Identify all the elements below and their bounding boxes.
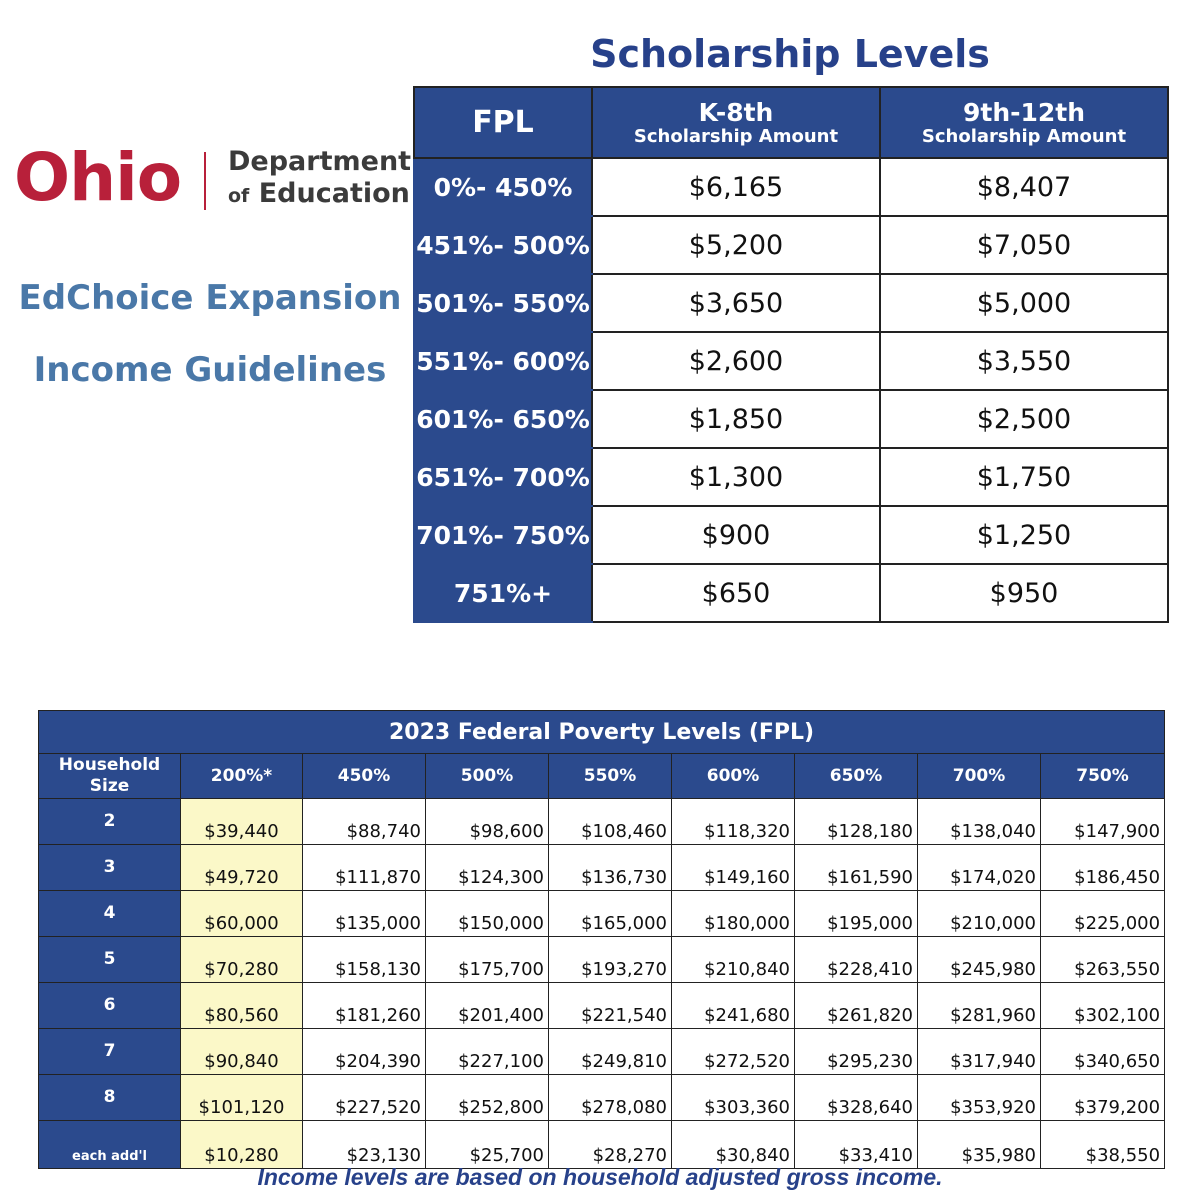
k8-amount: $650	[592, 564, 880, 622]
income-cell: $108,460	[549, 799, 672, 845]
hs-amount: $5,000	[880, 274, 1168, 332]
header-pct: 550%	[549, 754, 672, 799]
table-row	[414, 564, 1168, 622]
income-cell: $28,270	[549, 1121, 672, 1169]
income-cell: $128,180	[795, 799, 918, 845]
income-cell: $38,550	[1041, 1121, 1165, 1169]
income-cell: $328,640	[795, 1075, 918, 1121]
k8-amount: $1,850	[592, 390, 880, 448]
income-cell: $227,100	[426, 1029, 549, 1075]
fpl-table-title: 2023 Federal Poverty Levels (FPL)	[39, 711, 1165, 754]
header-size: Size	[89, 776, 130, 796]
logo-dept-of: of	[228, 185, 250, 207]
table-row	[39, 845, 1165, 891]
income-cell: $49,720	[181, 845, 303, 891]
table-row	[39, 799, 1165, 845]
k8-amount: $6,165	[592, 158, 880, 216]
income-cell: $245,980	[918, 937, 1041, 983]
heading-edchoice-expansion: EdChoice Expansion	[18, 278, 402, 318]
fpl-caption-row	[39, 711, 1165, 754]
income-cell: $60,000	[181, 891, 303, 937]
income-cell: $302,100	[1041, 983, 1165, 1029]
income-cell: $227,520	[303, 1075, 426, 1121]
header-fpl: FPL	[414, 87, 592, 158]
logo-dept-line1: Department	[228, 146, 412, 177]
table-row	[39, 891, 1165, 937]
income-cell: $204,390	[303, 1029, 426, 1075]
hs-amount: $1,750	[880, 448, 1168, 506]
household-size-cell: 8	[39, 1075, 181, 1121]
household-size-cell: each add'l	[39, 1121, 181, 1169]
income-cell: $210,000	[918, 891, 1041, 937]
income-cell: $35,980	[918, 1121, 1041, 1169]
scholarship-levels-table	[413, 86, 1169, 623]
income-cell: $80,560	[181, 983, 303, 1029]
income-cell: $23,130	[303, 1121, 426, 1169]
table-row	[414, 390, 1168, 448]
table-row	[414, 332, 1168, 390]
income-cell: $281,960	[918, 983, 1041, 1029]
header-k8	[592, 87, 880, 158]
income-cell: $25,700	[426, 1121, 549, 1169]
income-cell: $30,840	[672, 1121, 795, 1169]
federal-poverty-levels-table	[38, 710, 1165, 1169]
header-hs-sub: Scholarship Amount	[921, 125, 1127, 147]
table-row	[414, 216, 1168, 274]
logo-ohio-wordmark: Ohio	[14, 139, 182, 216]
income-cell: $118,320	[672, 799, 795, 845]
hs-amount: $1,250	[880, 506, 1168, 564]
fpl-range: 701%- 750%	[414, 506, 592, 564]
household-size-cell: 4	[39, 891, 181, 937]
income-cell: $138,040	[918, 799, 1041, 845]
logo-dept-education: Education	[258, 178, 410, 209]
income-cell: $70,280	[181, 937, 303, 983]
income-cell: $225,000	[1041, 891, 1165, 937]
table-row	[39, 1029, 1165, 1075]
income-cell: $272,520	[672, 1029, 795, 1075]
income-cell: $210,840	[672, 937, 795, 983]
income-cell: $98,600	[426, 799, 549, 845]
header-pct: 500%	[426, 754, 549, 799]
income-cell: $221,540	[549, 983, 672, 1029]
income-cell: $263,550	[1041, 937, 1165, 983]
header-pct: 200%*	[181, 754, 303, 799]
income-cell: $33,410	[795, 1121, 918, 1169]
income-cell: $90,840	[181, 1029, 303, 1075]
k8-amount: $5,200	[592, 216, 880, 274]
table-row	[414, 158, 1168, 216]
header-pct: 750%	[1041, 754, 1165, 799]
income-cell: $88,740	[303, 799, 426, 845]
fpl-range: 751%+	[414, 564, 592, 622]
header-hs	[880, 87, 1168, 158]
header-household-size	[39, 754, 181, 799]
ohio-department-of-education-logo	[14, 139, 412, 216]
income-cell: $317,940	[918, 1029, 1041, 1075]
income-cell: $136,730	[549, 845, 672, 891]
hs-amount: $7,050	[880, 216, 1168, 274]
household-size-cell: 2	[39, 799, 181, 845]
income-cell: $201,400	[426, 983, 549, 1029]
income-cell: $158,130	[303, 937, 426, 983]
household-size-cell: 6	[39, 983, 181, 1029]
income-cell: $181,260	[303, 983, 426, 1029]
income-cell: $174,020	[918, 845, 1041, 891]
header-hs-label: 9th-12th	[962, 97, 1086, 127]
fpl-range: 0%- 450%	[414, 158, 592, 216]
income-cell: $10,280	[181, 1121, 303, 1169]
header-pct: 600%	[672, 754, 795, 799]
table-row	[39, 1121, 1165, 1169]
income-cell: $278,080	[549, 1075, 672, 1121]
income-footnote: Income levels are based on household adjusted gross income.	[257, 1164, 943, 1190]
logo-divider	[204, 152, 206, 210]
scholarship-header-row	[414, 87, 1168, 158]
header-pct: 450%	[303, 754, 426, 799]
logo-department-text	[228, 146, 411, 212]
header-pct: 700%	[918, 754, 1041, 799]
household-size-cell: 3	[39, 845, 181, 891]
income-cell: $228,410	[795, 937, 918, 983]
income-cell: $261,820	[795, 983, 918, 1029]
income-cell: $295,230	[795, 1029, 918, 1075]
table-row	[414, 448, 1168, 506]
income-cell: $165,000	[549, 891, 672, 937]
income-cell: $353,920	[918, 1075, 1041, 1121]
k8-amount: $900	[592, 506, 880, 564]
k8-amount: $1,300	[592, 448, 880, 506]
income-cell: $111,870	[303, 845, 426, 891]
income-cell: $135,000	[303, 891, 426, 937]
income-cell: $186,450	[1041, 845, 1165, 891]
income-cell: $101,120	[181, 1075, 303, 1121]
fpl-range: 601%- 650%	[414, 390, 592, 448]
table-row	[39, 983, 1165, 1029]
logo-dept-line2	[228, 178, 411, 212]
hs-amount: $8,407	[880, 158, 1168, 216]
income-cell: $161,590	[795, 845, 918, 891]
hs-amount: $3,550	[880, 332, 1168, 390]
income-cell: $180,000	[672, 891, 795, 937]
income-cell: $193,270	[549, 937, 672, 983]
hs-amount: $950	[880, 564, 1168, 622]
table-row	[414, 274, 1168, 332]
fpl-range: 501%- 550%	[414, 274, 592, 332]
header-household: Household	[58, 755, 161, 775]
heading-income-guidelines: Income Guidelines	[33, 350, 387, 390]
income-cell: $147,900	[1041, 799, 1165, 845]
header-k8-sub: Scholarship Amount	[633, 125, 839, 147]
income-cell: $150,000	[426, 891, 549, 937]
hs-amount: $2,500	[880, 390, 1168, 448]
income-cell: $379,200	[1041, 1075, 1165, 1121]
header-pct: 650%	[795, 754, 918, 799]
income-cell: $340,650	[1041, 1029, 1165, 1075]
fpl-range: 451%- 500%	[414, 216, 592, 274]
income-cell: $249,810	[549, 1029, 672, 1075]
k8-amount: $3,650	[592, 274, 880, 332]
table-row	[414, 506, 1168, 564]
scholarship-levels-title: Scholarship Levels	[590, 32, 990, 76]
table-row	[39, 1075, 1165, 1121]
income-cell: $195,000	[795, 891, 918, 937]
fpl-range: 551%- 600%	[414, 332, 592, 390]
table-row	[39, 937, 1165, 983]
income-cell: $241,680	[672, 983, 795, 1029]
fpl-range: 651%- 700%	[414, 448, 592, 506]
header-k8-label: K-8th	[698, 97, 774, 127]
household-size-cell: 5	[39, 937, 181, 983]
household-size-cell: 7	[39, 1029, 181, 1075]
income-cell: $252,800	[426, 1075, 549, 1121]
income-cell: $124,300	[426, 845, 549, 891]
fpl-header-row	[39, 754, 1165, 799]
income-cell: $175,700	[426, 937, 549, 983]
k8-amount: $2,600	[592, 332, 880, 390]
income-cell: $39,440	[181, 799, 303, 845]
income-cell: $149,160	[672, 845, 795, 891]
income-cell: $303,360	[672, 1075, 795, 1121]
